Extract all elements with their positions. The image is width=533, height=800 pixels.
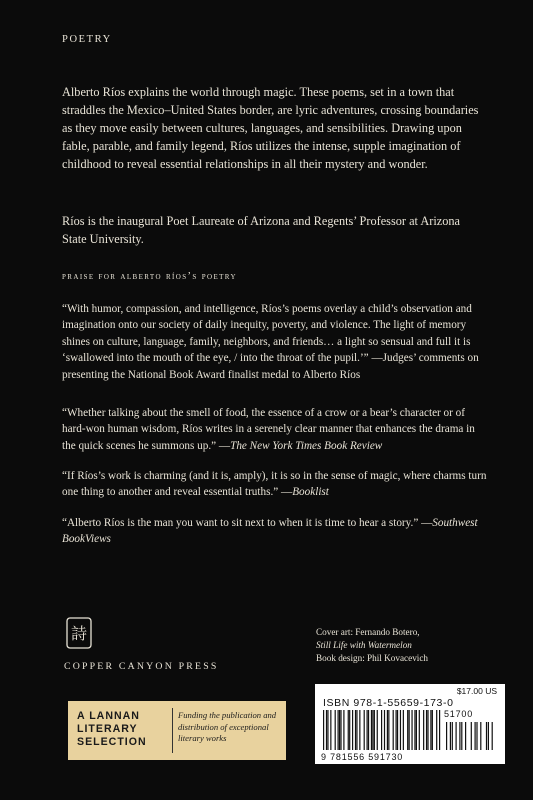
barcode-bar bbox=[414, 710, 415, 750]
praise-quote bbox=[62, 515, 490, 548]
barcode-addon-bar bbox=[486, 722, 487, 750]
barcode-bar bbox=[426, 710, 427, 750]
barcode-bar bbox=[387, 710, 388, 750]
quote-source: Booklist bbox=[292, 486, 329, 499]
quote-text: “Whether talking about the smell of food, the essence of a crow or a bear’s character or of hard-won human wisdom, Ríos writes in a serenely clear manner that enhances the drama in the quick scenes he summons up.” — bbox=[62, 407, 475, 452]
barcode-bar bbox=[348, 710, 349, 750]
barcode-bar bbox=[396, 710, 397, 750]
barcode-bar bbox=[400, 710, 401, 750]
barcode-addon-bar bbox=[459, 722, 460, 750]
barcode-bar bbox=[368, 710, 369, 750]
barcode-bar bbox=[419, 710, 420, 750]
barcode-addon-bar bbox=[465, 722, 466, 750]
description-paragraph: Alberto Ríos explains the world through magic. These poems, set in a town that straddles the Mexico–United States border, are lyric adventures, crossing boundaries as they move easily between cultures, languages, and sensibilities. Drawing upon fable, parable, and family legend, Ríos utilizes the intense, supple imagination of childhood to reveal essential relationships in all their mystery and wonder. bbox=[62, 85, 479, 171]
barcode-bar bbox=[374, 710, 375, 750]
barcode-bar bbox=[377, 710, 378, 750]
lannan-tagline: Funding the publication and distribution of exceptional literary works bbox=[178, 710, 277, 743]
lannan-selection-badge bbox=[68, 701, 286, 760]
barcode-bar bbox=[330, 710, 331, 750]
barcode-bar bbox=[403, 710, 404, 750]
barcode-bar bbox=[411, 710, 412, 750]
artwork-title: Still Life with Watermelon bbox=[316, 640, 412, 650]
barcode-bar bbox=[327, 710, 328, 750]
barcode-bar bbox=[427, 710, 428, 750]
barcode-bar bbox=[352, 710, 353, 750]
barcode-bar bbox=[371, 710, 372, 750]
barcode-bar bbox=[397, 710, 398, 750]
barcode-bar bbox=[335, 710, 336, 750]
barcode-bar bbox=[430, 710, 431, 750]
quote-source: The New York Times Book Review bbox=[230, 439, 383, 452]
barcode-bar bbox=[388, 710, 389, 750]
isbn-barcode bbox=[315, 684, 505, 764]
cover-credits bbox=[316, 626, 506, 665]
praise-heading: praise for alberto ríos’s poetry bbox=[62, 271, 237, 282]
barcode-bar bbox=[384, 710, 385, 750]
barcode-bar bbox=[356, 710, 357, 750]
cover-art-credit: Cover art: Fernando Botero, bbox=[316, 627, 420, 637]
barcode-addon-bar bbox=[456, 722, 457, 750]
barcode-bar bbox=[423, 710, 424, 750]
barcode-addon-bar bbox=[446, 722, 447, 750]
lannan-title: A LANNAN LITERARY SELECTION bbox=[77, 710, 147, 748]
barcode-bar bbox=[339, 710, 340, 750]
praise-quote bbox=[62, 468, 490, 501]
barcode-bar bbox=[409, 710, 410, 750]
barcode-addon-bar bbox=[480, 722, 481, 750]
quote-text: “Alberto Ríos is the man you want to sit next to when it is time to hear a story.” — bbox=[62, 517, 433, 529]
publisher-name: COPPER CANYON PRESS bbox=[64, 661, 219, 672]
lannan-divider bbox=[172, 708, 173, 753]
quote-text: “With humor, compassion, and intelligence, Ríos’s poems overlay a child’s observation and imagination onto our society of daily inequity, poverty, and violence. The light of memory shines on culture, language, family, neighbors, and friends… a light so sensual and full it is ‘swallowed into the mouth of the eye, / into the throat of the pupil.’” —Judges’ comments on presenting the National Book Award finalist medal to Alberto Ríos bbox=[62, 303, 479, 381]
barcode-bar bbox=[359, 710, 360, 750]
barcode-addon-bar bbox=[488, 722, 489, 750]
design-credit: Book design: Phil Kovacevich bbox=[316, 653, 429, 663]
barcode-addon-bar bbox=[452, 722, 453, 750]
barcode-addon-bar bbox=[475, 722, 476, 750]
isbn-label: ISBN 978-1-55659-173-0 bbox=[323, 697, 454, 709]
barcode-bar bbox=[364, 710, 365, 750]
quote-text: “If Ríos’s work is charming (and it is, amply), it is so in the sense of magic, where charms turn one thing to another and reveal essential truths.” — bbox=[62, 470, 487, 499]
barcode-bar bbox=[439, 710, 440, 750]
price-label: $17.00 US bbox=[456, 686, 497, 696]
author-bio-paragraph: Ríos is the inaugural Poet Laureate of Arizona and Regents’ Professor at Arizona State University. bbox=[62, 214, 460, 246]
barcode-bar bbox=[393, 710, 394, 750]
praise-quote bbox=[62, 405, 490, 454]
barcode-bar bbox=[436, 710, 437, 750]
barcode-addon-bar bbox=[492, 722, 493, 750]
barcode-bar bbox=[381, 710, 382, 750]
barcode-addon-bar bbox=[471, 722, 472, 750]
barcode-bar bbox=[343, 710, 344, 750]
barcode-addon-bar bbox=[461, 722, 462, 750]
barcode-bar bbox=[432, 710, 433, 750]
barcode-bar bbox=[323, 710, 324, 750]
barcode-ean-number: 9 781556 591730 bbox=[321, 752, 404, 762]
quote-source: Southwest BookViews bbox=[62, 517, 478, 546]
barcode-addon-bar bbox=[476, 722, 477, 750]
barcode-bar bbox=[326, 710, 327, 750]
barcode-bar bbox=[416, 710, 417, 750]
barcode-addon-bar bbox=[450, 722, 451, 750]
barcode-addon-number: 51700 bbox=[444, 709, 474, 719]
barcode-bar bbox=[372, 710, 373, 750]
category-label: POETRY bbox=[62, 34, 112, 45]
logo-glyph: 詩 bbox=[70, 624, 88, 643]
barcode-bar bbox=[338, 710, 339, 750]
publisher-logo-icon bbox=[66, 617, 92, 649]
barcode-bar bbox=[340, 710, 341, 750]
barcode-bar bbox=[407, 710, 408, 750]
barcode-bar bbox=[355, 710, 356, 750]
barcode-bar bbox=[349, 710, 350, 750]
barcode-bar bbox=[367, 710, 368, 750]
praise-quote bbox=[62, 301, 490, 383]
